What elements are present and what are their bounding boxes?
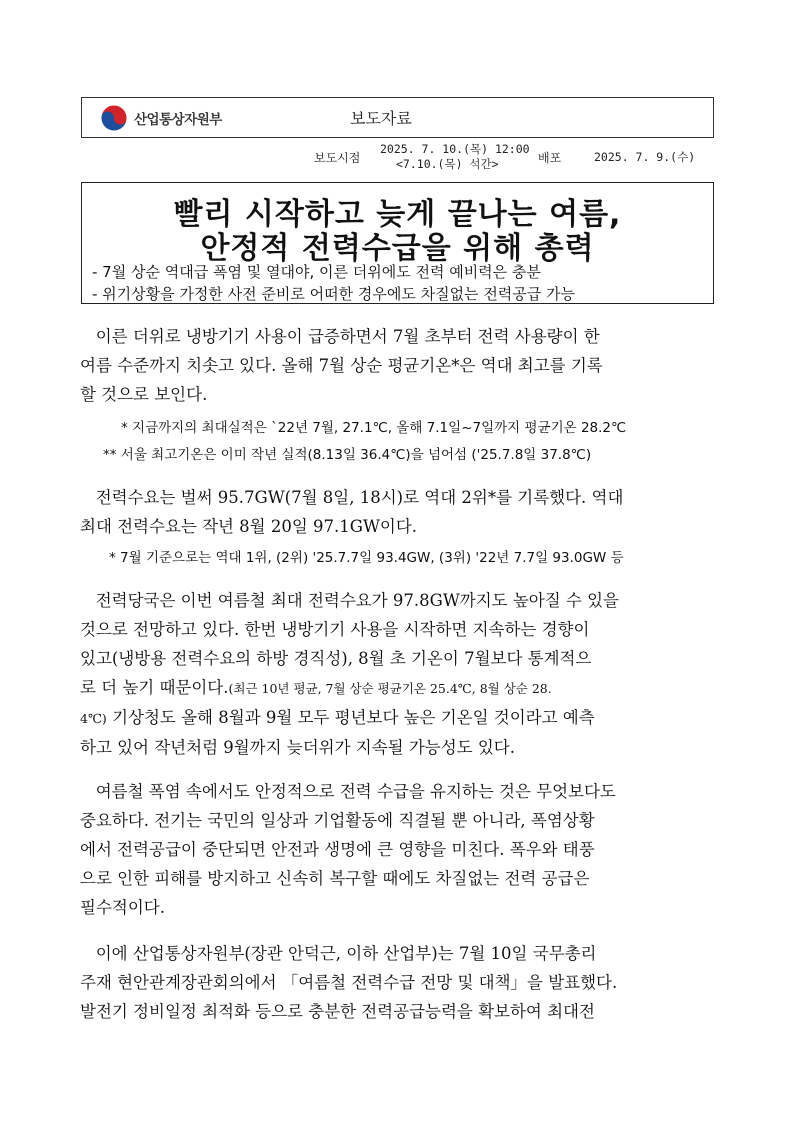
paragraph-line: 이른 더위로 냉방기기 사용이 급증하면서 7월 초부터 전력 사용량이 한 [80, 327, 600, 346]
footnote-2: ** 서울 최고기온은 이미 작년 실적(8.13일 36.4℃)을 넘어섬 ('25.7.8일 37.8℃) [103, 447, 592, 463]
paragraph-line: 전력당국은 이번 여름철 최대 전력수요가 97.8GW까지도 높아질 수 있을 [80, 591, 619, 610]
release-note: <7.10.(목) 석간> [396, 157, 499, 171]
paragraph-line: 것으로 전망하고 있다. 한번 냉방기기 사용을 시작하면 지속하는 경향이 [80, 620, 590, 639]
subheadline-2: - 위기상황을 가정한 사전 준비로 어떠한 경우에도 차질없는 전력공급 가능 [92, 285, 576, 303]
footnote-1: * 지금까지의 최대실적은 `22년 7월, 27.1℃, 올해 7.1일~7일까지 평균기온 28.2℃ [121, 420, 627, 436]
paragraph-line: 중요하다. 전기는 국민의 일상과 기업활동에 직결될 뿐 아니라, 폭염상황 [80, 811, 595, 830]
headline-line-1: 빨리 시작하고 늦게 끝나는 여름, [173, 197, 622, 232]
inline-note: 4℃) [80, 711, 107, 726]
headline-line-2: 안정적 전력수급을 위해 총력 [200, 231, 595, 266]
paragraph-4 [80, 777, 720, 922]
paragraph-line: 에서 전력공급이 중단되면 안전과 생명에 큰 영향을 미친다. 폭우와 태풍 [80, 840, 595, 859]
ministry-name: 산업통상자원부 [134, 112, 222, 128]
paragraph-text: 기상청도 올해 8월과 9월 모두 평년보다 높은 기온일 것이라고 예측 [106, 708, 595, 727]
distribution-date: 2025. 7. 9.(수) [594, 150, 696, 164]
paragraph-line: 하고 있어 작년처럼 9월까지 늦더위가 지속될 가능성도 있다. [80, 738, 515, 757]
document-type: 보도자료 [350, 109, 412, 128]
inline-note: (최근 10년 평균, 7월 상순 평균기온 25.4℃, 8월 상순 28. [228, 681, 552, 696]
paragraph-1 [80, 322, 720, 409]
title-box [81, 182, 714, 304]
paragraph-5 [80, 939, 720, 1026]
paragraph-text: 로 더 높기 때문이다. [80, 678, 229, 697]
paragraph-line: 최대 전력수요는 작년 8월 20일 97.1GW이다. [80, 517, 418, 536]
footnote-3: * 7월 기준으로는 역대 1위, (2위) '25.7.7일 93.4GW, (3위) '22년 7.7일 93.0GW 등 [109, 550, 624, 566]
paragraph-line: 있고(냉방용 전력수요의 하방 경직성), 8월 초 기온이 7월보다 통계적으 [80, 649, 592, 668]
distribution-label: 배포 [538, 151, 562, 165]
paragraph-line: 여름 수준까지 치솟고 있다. 올해 7월 상순 평균기온*은 역대 최고를 기록 [80, 356, 603, 375]
release-date: 2025. 7. 10.(목) 12:00 [380, 142, 530, 156]
paragraph-3 [80, 586, 720, 762]
subheadline-1: - 7월 상순 역대급 폭염 및 열대야, 이른 더위에도 전력 예비력은 충분 [92, 263, 541, 281]
release-label: 보도시점 [314, 151, 361, 165]
header-box [81, 97, 714, 138]
paragraph-line: 여름철 폭염 속에서도 안정적으로 전력 수급을 유지하는 것은 무엇보다도 [80, 782, 616, 801]
paragraph-line: 발전기 정비일정 최적화 등으로 충분한 전력공급능력을 확보하여 최대전 [80, 1002, 595, 1021]
paragraph-line: 할 것으로 보인다. [80, 385, 208, 404]
paragraph-line: 필수적이다. [80, 898, 165, 917]
paragraph-line: 주재 현안관계장관회의에서 「여름철 전력수급 전망 및 대책」을 발표했다. [80, 973, 618, 992]
ministry-logo [100, 104, 222, 132]
taegeuk-logo-icon [100, 104, 128, 132]
paragraph-line: 전력수요는 벌써 95.7GW(7월 8일, 18시)로 역대 2위*를 기록했다. 역대 [80, 488, 624, 507]
paragraph-2 [80, 483, 720, 541]
paragraph-line: 이에 산업통상자원부(장관 안덕근, 이하 산업부)는 7월 10일 국무총리 [80, 944, 597, 963]
paragraph-line [80, 673, 720, 703]
paragraph-line [80, 703, 720, 733]
paragraph-line: 으로 인한 피해를 방지하고 신속히 복구할 때에도 차질없는 전력 공급은 [80, 869, 590, 888]
